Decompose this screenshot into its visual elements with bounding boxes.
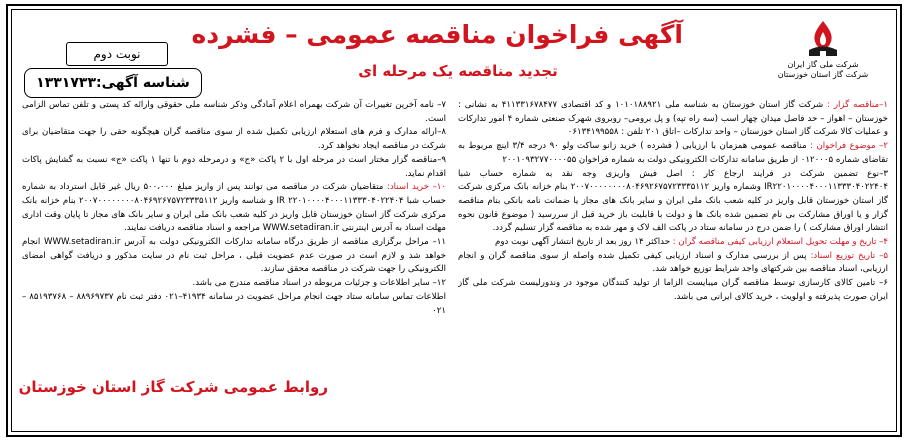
clause-heading: ۴– تاریخ و مهلت تحویل استعلام ارزیابی کیفی مناقصه گران : (672, 237, 888, 248)
clause-paragraph (458, 168, 888, 237)
clause-text: متقاضیان شرکت در مناقصه می توانند پس از واریز مبلغ ۵۰۰،۰۰۰ ریال غیر قابل استرداد به شماره حساب شبا IR ۲۲۰۱۰۰۰۰۴۰۰۰۱۱۳۳۳۰۴۰۲۲۴۰۴ و شناسه واریز ۲۰۰۷۰۰۰۰۰۰۰۰۸۰۴۶۹۲۶۷۵۷۲۳۳۳۵۱۱۲ بنام خزانه بانک مرکزی شرکت گاز استان خوزستان قابل واریز در کلیه شعب بانک ملی ایران و سایر بانک های مجاز تا پایان وقت اداری مهلت اسناد به آدرس اینترنتی WWW.setadiran.ir مراجعه و اسناد مناقصه دریافت نمایند. (22, 182, 446, 234)
footer-signature: روابط عمومی شرکت گاز استان خوزستان (18, 378, 328, 396)
logo-subsidiary-name: شرکت گاز استان خوزستان (777, 70, 869, 79)
clause-heading: ۱–مناقصه گزار : (827, 100, 888, 110)
clause-paragraph (458, 99, 888, 140)
logo-company-name: شرکت ملی گاز ایران (787, 60, 859, 69)
clause-text: ۱۱– مراحل برگزاری مناقصه از طریق درگاه سامانه تدارکات الکترونیکی دولت به آدرس WWW.setadiran.ir انجام خواهد شد و لازم است در صورت عدم عضویت قبلی ، مراحل ثبت نام در سایت مذکور و دریافت گواهی امضای الکترونیکی را جهت شرکت در مناقصه محقق سازند. (22, 237, 446, 275)
clause-paragraph (458, 250, 888, 277)
clause-paragraph (22, 126, 446, 153)
clause-paragraph (458, 277, 888, 304)
company-logo (758, 18, 888, 80)
advertisement-frame (6, 4, 902, 437)
clause-text: شرکت گاز استان خوزستان به شناسه ملی ۱۰۱۰۱۸۸۹۲۱ و کد اقتصادی ۴۱۱۳۳۱۶۷۸۴۷۷ به نشانی : خوزستان – اهواز – حد فاصل میدان چهار اسب (سه راه تپه) و پل برومی– روبروی شهرک صنعتی شماره ۴ امور تدارکات و عملیات کالا شرکت گاز استان خوزستان – واحد تدارکات –اتاق ۲۰۱ تلفن : ۰۶۱۳۴۱۹۹۵۵۸ (458, 100, 888, 138)
gas-flame-logo-icon (803, 18, 843, 60)
clause-paragraph (22, 154, 446, 181)
right-column (458, 99, 888, 421)
clause-text: حداکثر ۱۴ روز بعد از تاریخ انتشار آگهی نوبت دوم (495, 237, 673, 248)
clause-text: ۷– نامه آخرین تغییرات آن شرکت بهمراه اعلام آمادگی وذکر شناسه ملی حقوقی وارائه کد پستی و تلفن تماس الزامی است. (22, 100, 446, 124)
clause-paragraph (22, 181, 446, 236)
clause-heading: ۲– موضوع فراخوان : (810, 141, 888, 152)
clause-text: ۳–نوع تضمین شرکت در فرایند ارجاع کار : اصل فیش واریزی وجه نقد به شماره حساب شبا IR۲۲۰۱۰۰۰۰۴۰۰۰۱۱۳۳۳۰۴۰۲۲۴۰۴ وشماره واریز ۲۰۰۷۰۰۰۰۰۰۰۰۸۰۴۶۹۲۶۷۵۷۲۳۳۳۵۱۱۲ بنام خزانه بانک مرکزی شرکت گاز استان خوزستان قابل واریز در کلیه شعب بانک ملی ایران و سایر بانک های مجاز یا ضمانت نامه بانکی بنام مناقصه گزار و یا اوراق مشارکت بی نام تضمین شده بانک ها و دولت با قابلیت باز خرید قبل از سررسید ( موضوع قانون نحوه انتشار اوراق مشارکت ) را ضمن درج در سامانه ستاد در پاکت الف لاک و مهر شده به مناقصه گزار تسلیم گردد. (458, 168, 888, 234)
clause-paragraph (22, 236, 446, 277)
clause-paragraph (22, 277, 446, 291)
clause-text: پس از بررسی مدارک و اسناد ارزیابی کیفی تکمیل شده واصله از سوی مناقصه گران و انجام ارزیابی، اسناد مناقصه بین شرکتهای واجد شرایط توزیع خواهد شد. (458, 250, 888, 275)
ad-subtitle: تجدید مناقصه یک مرحله ای (358, 62, 558, 80)
round-badge: نوبت دوم (66, 42, 168, 66)
clause-text: اطلاعات تماس سامانه ستاد جهت انجام مراحل عضویت در سامانه ۴۱۹۳۴–۰۲۱ دفتر ثبت نام ۸۸۹۶۹۷۳۷ – ۸۵۱۹۳۷۶۸ –۰۲۱ (22, 291, 446, 316)
clause-paragraph (22, 99, 446, 126)
ad-title: آگهی فراخوان مناقصه عمومی – فشرده (191, 20, 683, 49)
ad-number-box: شناسه آگهی:۱۳۳۱۷۳۳ (24, 68, 202, 98)
clause-text: ۶– تامین کالای کارسازی توسط مناقصه گران میبایست الزاما از تولید کنندگان موجود در وندورلیست شرکت ملی گاز ایران صورت پذیرفته و اولویت ، خرید کالای ایرانی می باشد. (458, 278, 888, 302)
clause-paragraph (458, 236, 888, 250)
left-column (22, 99, 446, 369)
clause-text: ۹–مناقصه گزار مختار است در مرحله اول با ۲ پاکت «ج» و درمرحله دوم با تنها ۱ پاکت «ج» نسبت به گشایش پاکات اقدام نماید. (22, 154, 446, 179)
clause-text: ۸–ارائه مدارک و فرم های استعلام ارزیابی تکمیل شده از سوی مناقصه گران هیچگونه حقی را جهت متقاضیان برای شرکت در مناقصه ایجاد نخواهد کرد. (22, 127, 446, 152)
clause-paragraph (22, 291, 446, 318)
clause-paragraph (458, 140, 888, 167)
clause-text: مناقصه عمومی همزمان با ارزیابی ( فشرده ) خرید زانو ساکت ولو ۹۰ درجه ۳/۴ اینچ مربوط به تقاضای شماره ۰۱۲۰۰۰۵ از طریق سامانه تدارکات الکترونیکی دولت به شماره فراخوان ۲۰۰۱۰۹۳۲۷۷۰۰۰۰۵۵ (458, 141, 888, 165)
clause-text: ۱۲– سایر اطلاعات و جزئیات مربوطه در اسناد مناقصه مندرج می باشد. (192, 278, 446, 289)
clause-heading: ۵– تاریخ توزیع اسناد: (810, 250, 888, 261)
clause-heading: ۱۰– خرید اسناد: (386, 182, 446, 193)
